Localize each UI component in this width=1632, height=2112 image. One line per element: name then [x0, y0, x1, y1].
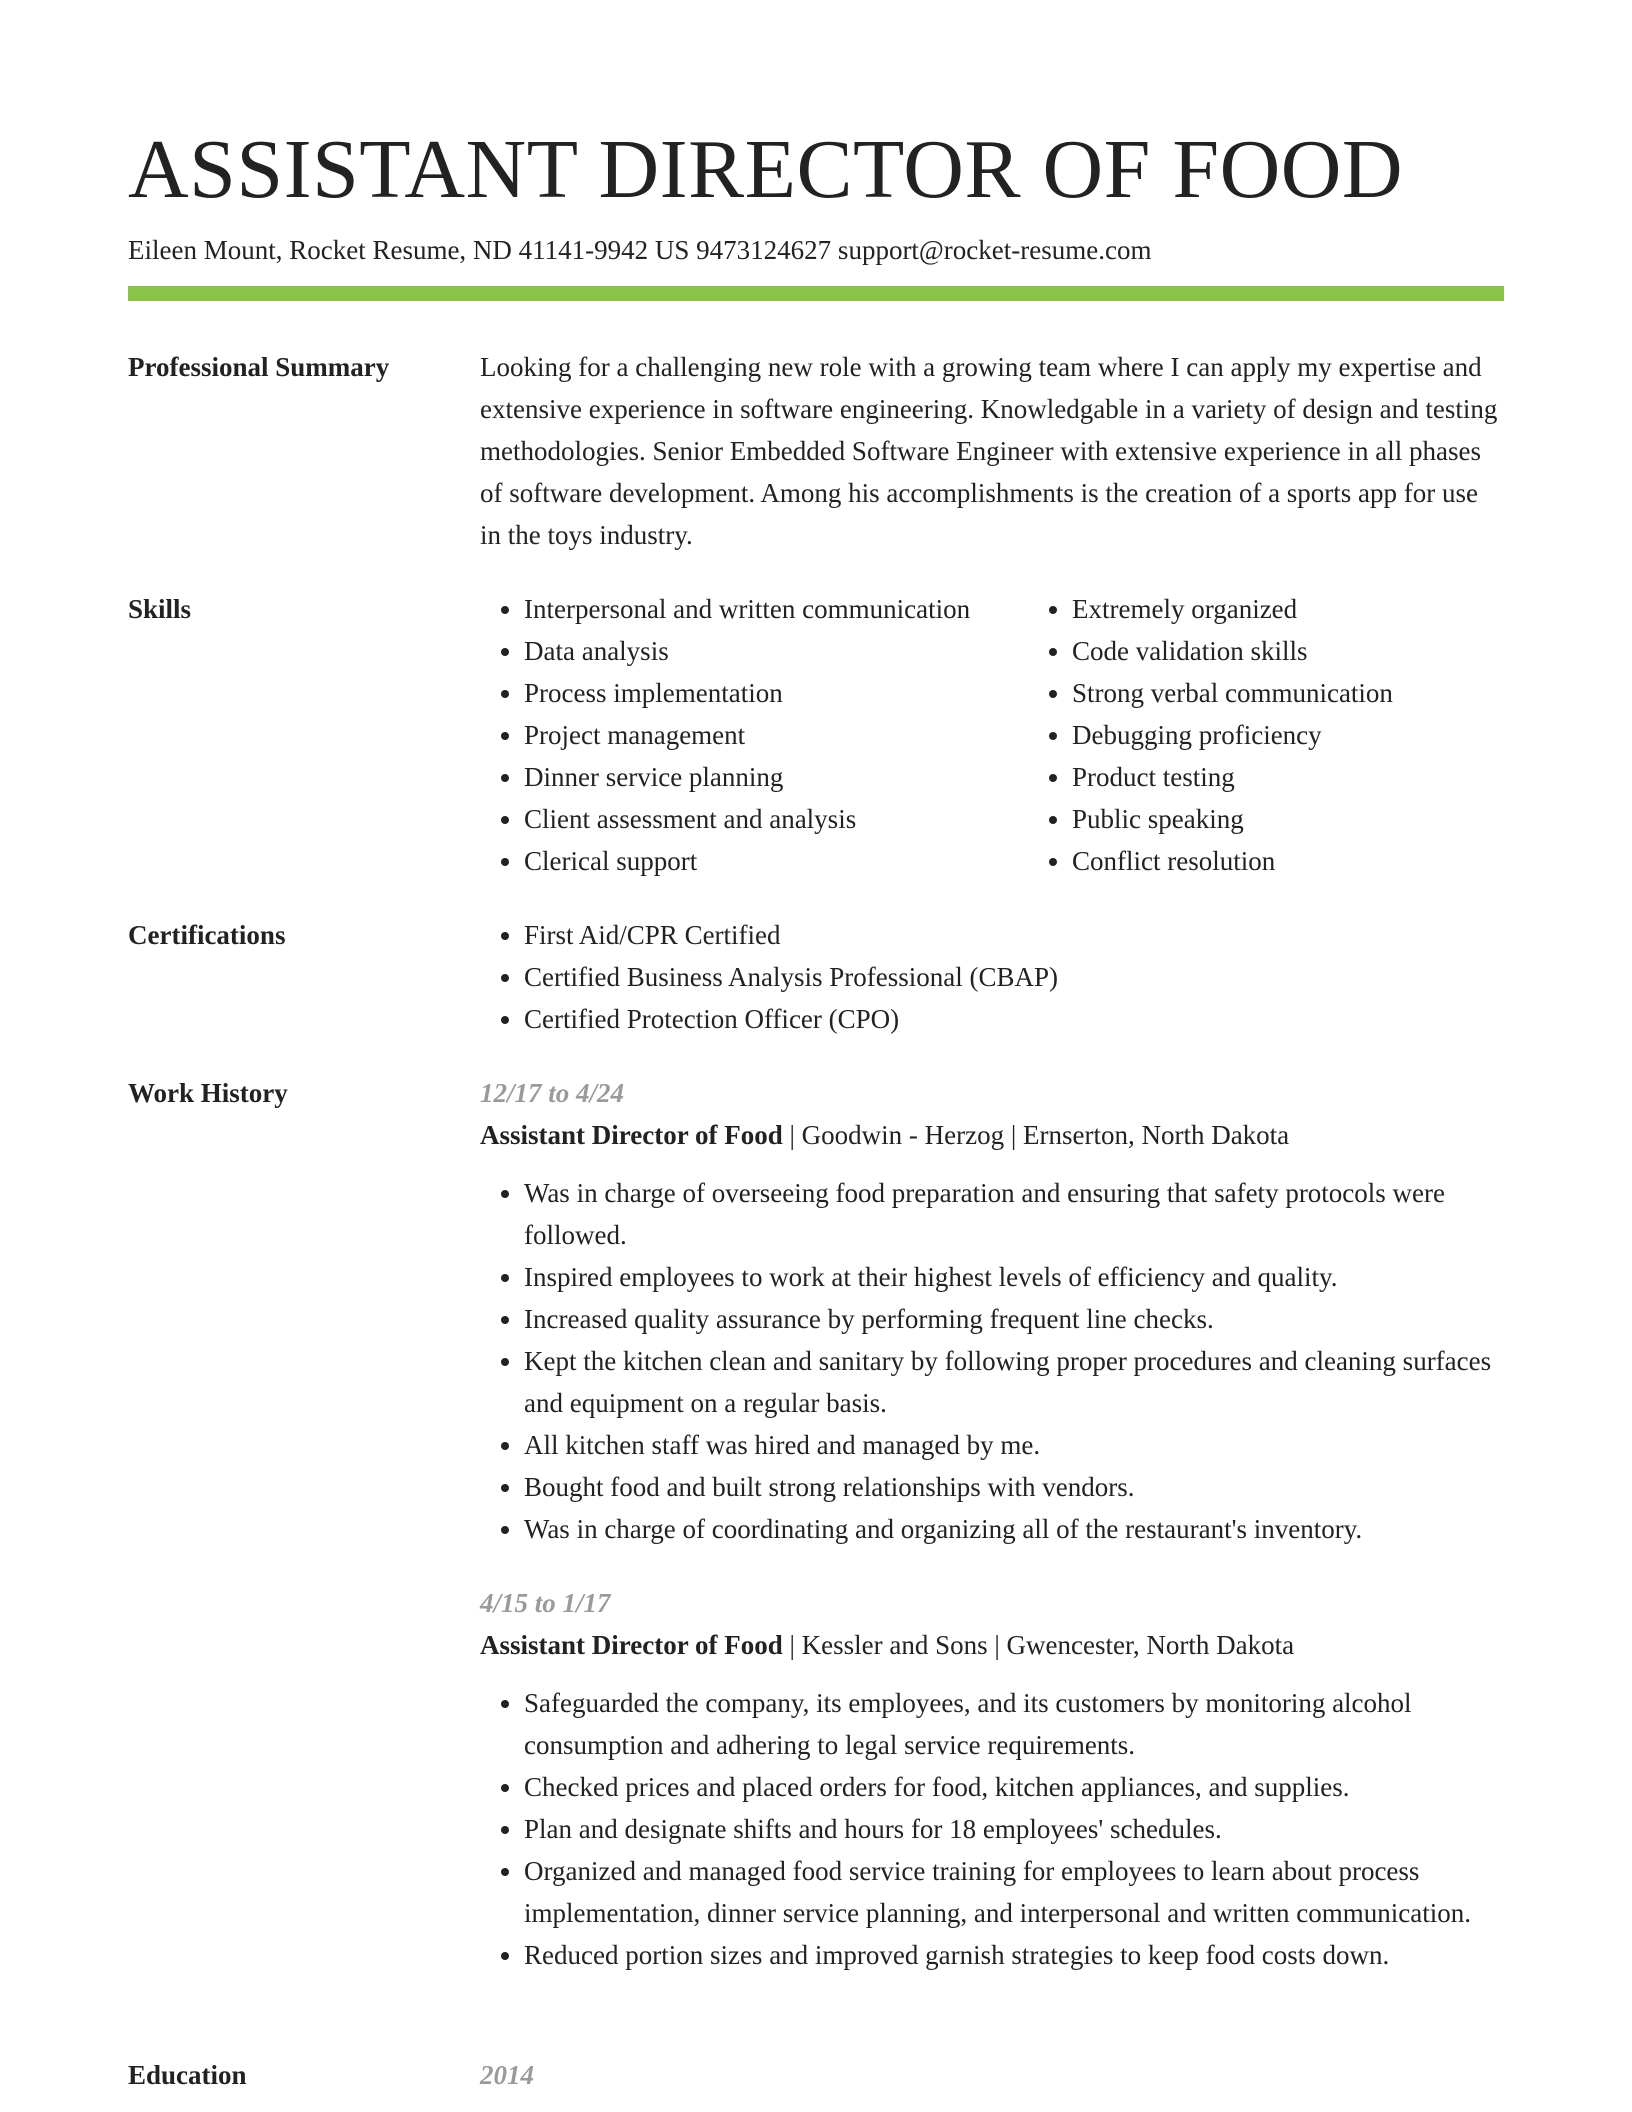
certifications-list — [480, 914, 1504, 1040]
skills-list-right — [1028, 588, 1572, 882]
contact-info: Eileen Mount, Rocket Resume, ND 41141-9942 US 9473124627 support@rocket-resume.com — [128, 235, 1152, 265]
job-dates: 4/15 to 1/17 — [480, 1588, 611, 1618]
section-label-education: Education — [128, 2060, 247, 2090]
skill-item: • Project management — [524, 714, 984, 756]
job-bullet: • Plan and designate shifts and hours for 18 employees' schedules. — [524, 1808, 1504, 1850]
skills-list-left — [480, 588, 984, 882]
section-label-summary: Professional Summary — [128, 352, 390, 382]
job-title: Assistant Director of Food — [480, 1120, 783, 1150]
job-bullet: • Reduced portion sizes and improved garnish strategies to keep food costs down. — [524, 1934, 1504, 1976]
certification-item: • Certified Business Analysis Professional (CBAP) — [524, 956, 1504, 998]
job-bullet: • Increased quality assurance by performing frequent line checks. — [524, 1298, 1504, 1340]
job-bullet: • Checked prices and placed orders for food, kitchen appliances, and supplies. — [524, 1766, 1504, 1808]
certifications-section — [480, 914, 1504, 1040]
summary-text: Looking for a challenging new role with a growing team where I can apply my expertise and extensive experience in software engineering. Knowledgable in a variety of design and testing methodologies. Senior Embedded Software Engineer with extensive experience in all phases of software development. Among his accomplishments is the creation of a sports app for use in the toys industry. — [480, 352, 1498, 550]
job-title: Assistant Director of Food — [480, 1630, 783, 1660]
job-entry — [480, 1072, 1504, 1550]
skill-item: • Clerical support — [524, 840, 984, 882]
job-bullet: • Inspired employees to work at their highest levels of efficiency and quality. — [524, 1256, 1504, 1298]
skill-item: • Strong verbal communication — [1072, 672, 1572, 714]
job-details: | Goodwin - Herzog | Ernserton, North Dakota — [782, 1120, 1290, 1150]
job-bullets — [480, 1172, 1504, 1550]
job-bullet: • Was in charge of coordinating and organizing all of the restaurant's inventory. — [524, 1508, 1504, 1550]
job-heading — [480, 1114, 1504, 1156]
skill-item: • Product testing — [1072, 756, 1572, 798]
job-bullet: • All kitchen staff was hired and managed by me. — [524, 1424, 1504, 1466]
resume-title: ASSISTANT DIRECTOR OF FOOD — [128, 123, 1404, 216]
accent-divider — [128, 286, 1504, 301]
section-label-work-history: Work History — [128, 1078, 288, 1108]
skill-item: • Debugging proficiency — [1072, 714, 1572, 756]
job-bullet: • Kept the kitchen clean and sanitary by following proper procedures and cleaning surfaces and equipment on a regular basis. — [524, 1340, 1504, 1424]
skill-item: • Code validation skills — [1072, 630, 1572, 672]
job-bullet: • Safeguarded the company, its employees, and its customers by monitoring alcohol consumption and adhering to legal service requirements. — [524, 1682, 1504, 1766]
section-label-skills: Skills — [128, 594, 192, 624]
skill-item: • Conflict resolution — [1072, 840, 1572, 882]
skill-item: • Dinner service planning — [524, 756, 984, 798]
education-section — [480, 2054, 1504, 2096]
summary-section — [480, 346, 1504, 556]
job-bullets — [480, 1682, 1504, 1976]
certification-item: • First Aid/CPR Certified — [524, 914, 1504, 956]
skill-item: • Public speaking — [1072, 798, 1572, 840]
skill-item: • Process implementation — [524, 672, 984, 714]
job-bullet: • Bought food and built strong relationships with vendors. — [524, 1466, 1504, 1508]
skill-item: • Data analysis — [524, 630, 984, 672]
job-dates: 12/17 to 4/24 — [480, 1078, 625, 1108]
skill-item: • Interpersonal and written communication — [524, 588, 984, 630]
job-bullet: • Was in charge of overseeing food preparation and ensuring that safety protocols were followed. — [524, 1172, 1504, 1256]
job-heading — [480, 1624, 1504, 1666]
job-bullet: • Organized and managed food service training for employees to learn about process implementation, dinner service planning, and interpersonal and written communication. — [524, 1850, 1504, 1934]
education-dates: 2014 — [480, 2060, 534, 2090]
certification-item: • Certified Protection Officer (CPO) — [524, 998, 1504, 1040]
section-label-certifications: Certifications — [128, 920, 286, 950]
job-details: | Kessler and Sons | Gwencester, North Dakota — [782, 1630, 1295, 1660]
skill-item: • Client assessment and analysis — [524, 798, 984, 840]
skills-section — [480, 588, 1504, 882]
skill-item: • Extremely organized — [1072, 588, 1572, 630]
job-entry — [480, 1582, 1504, 1976]
